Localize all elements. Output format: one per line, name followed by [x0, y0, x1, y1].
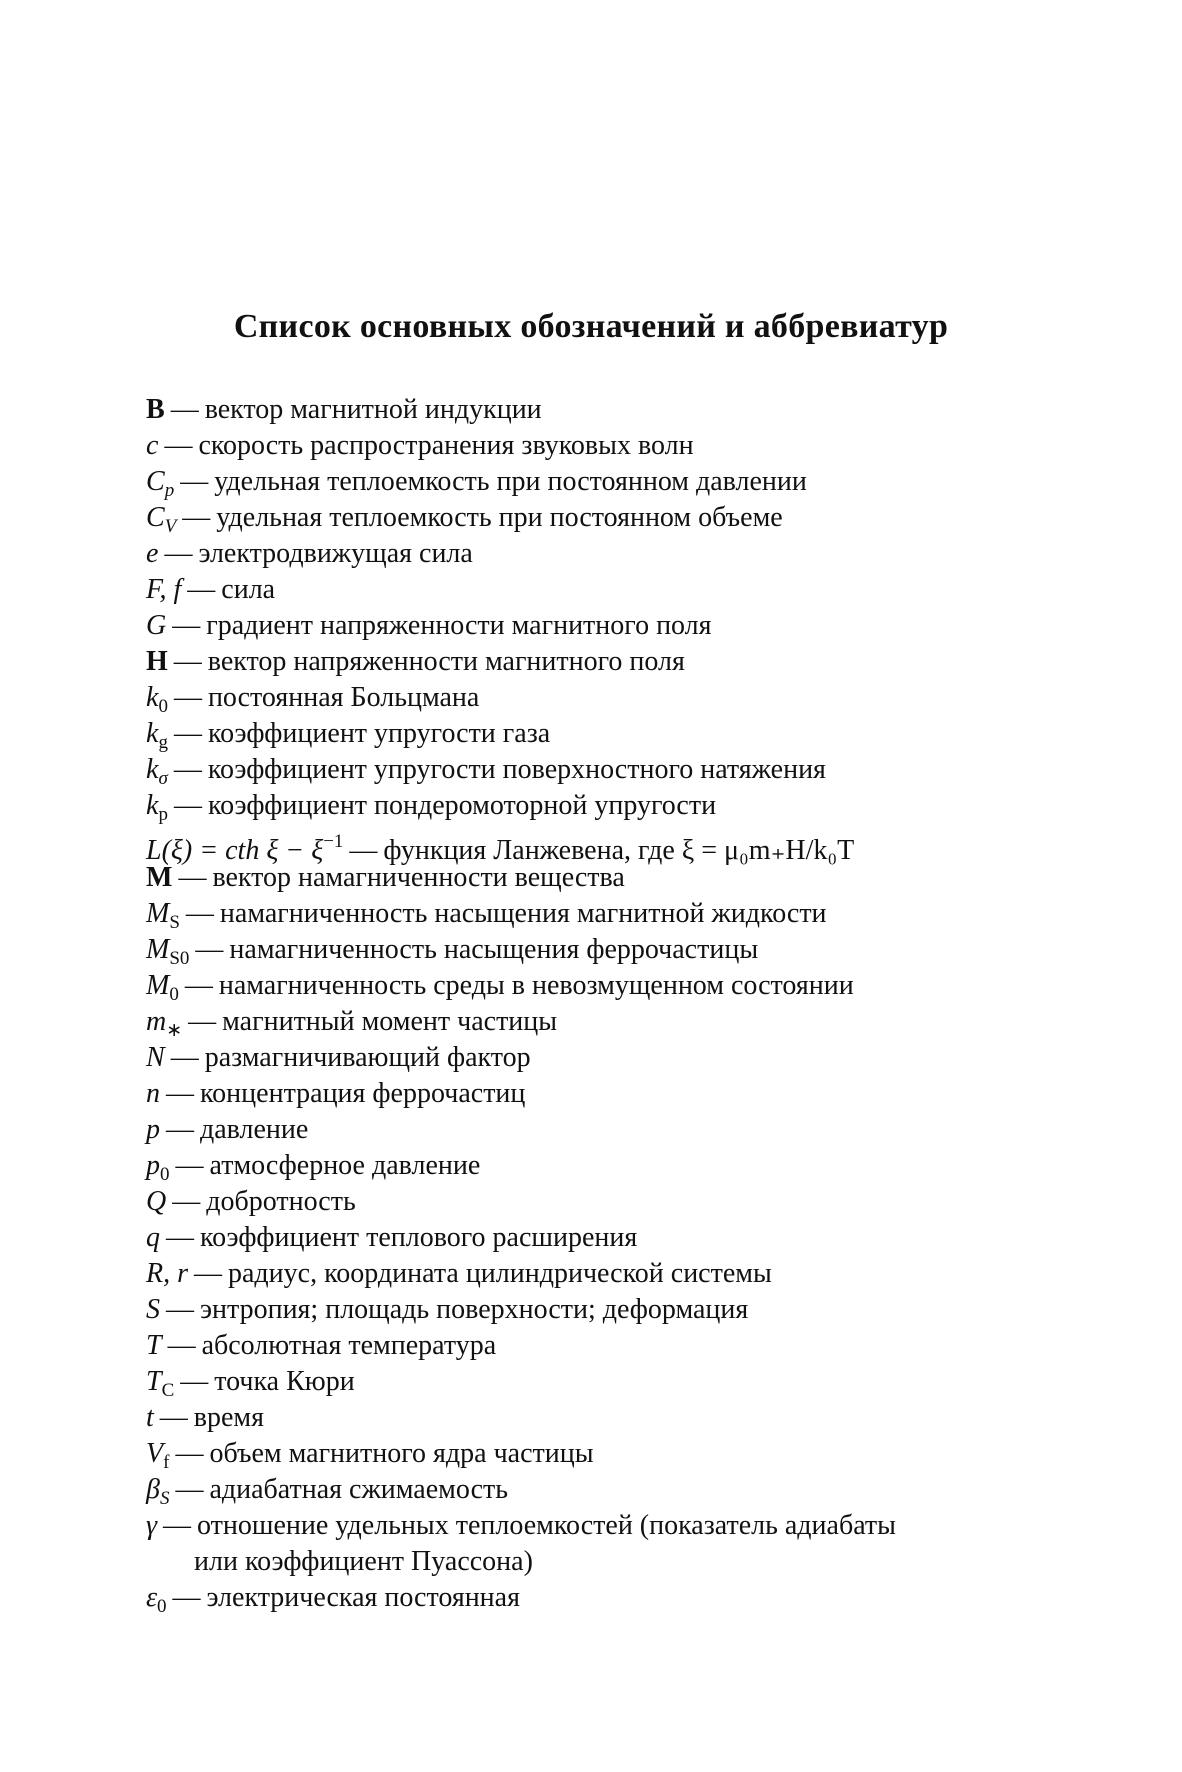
notation-description: коэффициент теплового расширения: [200, 1222, 638, 1253]
em-dash: —: [159, 1402, 188, 1433]
notation-symbol: [146, 538, 158, 569]
notation-symbol: [146, 1258, 188, 1289]
notation-symbol: [146, 1114, 160, 1145]
notation-description: градиент напряженности магнитного поля: [206, 610, 712, 641]
list-item: [146, 1364, 1046, 1400]
list-item: [146, 788, 1046, 824]
notation-description: электродвижущая сила: [198, 538, 473, 569]
em-dash: —: [166, 1294, 194, 1325]
em-dash: —: [173, 682, 202, 713]
notation-description: концентрация феррочастиц: [200, 1078, 526, 1109]
notation-description: коэффициент упругости поверхностного натяжения: [207, 754, 826, 785]
list-item: [146, 428, 1046, 464]
notation-description: время: [193, 1402, 265, 1433]
symbol-base: t: [146, 1402, 154, 1433]
symbol-subscript: S: [159, 1488, 170, 1509]
symbol-base: N: [146, 1042, 165, 1073]
notation-symbol: [146, 754, 168, 789]
em-dash: —: [172, 1186, 201, 1217]
symbol-base: B: [146, 394, 165, 425]
em-dash: —: [167, 1330, 196, 1361]
list-item: [146, 680, 1046, 716]
symbol-subscript: f: [163, 1452, 170, 1473]
notation-description: вектор магнитной индукции: [204, 394, 542, 425]
list-item: [146, 716, 1046, 752]
notation-description: абсолютная температура: [201, 1330, 497, 1361]
symbol-subscript: 0: [169, 984, 179, 1005]
symbol-subscript: 0: [157, 1596, 167, 1617]
notation-description: намагниченность среды в невозмущенном состоянии: [218, 970, 854, 1001]
list-item: [146, 1472, 1046, 1508]
symbol-base: q: [146, 1222, 160, 1253]
notation-description: размагничивающий фактор: [204, 1042, 531, 1073]
notation-symbol: [146, 1006, 183, 1041]
em-dash: —: [175, 1474, 204, 1505]
list-item: [146, 464, 1046, 500]
em-dash: —: [349, 835, 378, 866]
symbol-subscript: ∗: [166, 1020, 183, 1041]
list-item: [146, 1184, 1046, 1220]
symbol-base: p: [146, 1150, 160, 1181]
list-item: [146, 1256, 1046, 1292]
symbol-base: p: [146, 1114, 160, 1145]
em-dash: —: [173, 790, 202, 821]
symbol-base: β: [146, 1474, 160, 1505]
symbol-base: R, r: [146, 1258, 188, 1289]
symbol-base: S: [146, 1294, 160, 1325]
symbol-subscript: V: [164, 516, 177, 537]
notation-description: удельная теплоемкость при постоянном объеме: [216, 502, 783, 533]
symbol-base: G: [146, 610, 167, 641]
notation-symbol: [146, 394, 165, 425]
symbol-subscript: p: [158, 804, 168, 825]
em-dash: —: [178, 862, 207, 893]
list-item: [146, 1508, 1046, 1580]
notation-description: вектор намагниченности вещества: [212, 862, 625, 893]
em-dash: —: [173, 754, 202, 785]
notation-description: адиабатная сжимаемость: [209, 1474, 509, 1505]
symbol-base: L(ξ) = cth ξ − ξ: [146, 835, 324, 866]
notation-symbol: [146, 1078, 160, 1109]
page-title: Список основных обозначений и аббревиатур: [233, 308, 949, 345]
em-dash: —: [173, 718, 202, 749]
symbol-base: Q: [146, 1186, 167, 1217]
list-item: [146, 860, 1046, 896]
notation-symbol: [146, 1438, 170, 1473]
symbol-base: C: [146, 502, 165, 533]
em-dash: —: [172, 1582, 201, 1613]
notation-symbol: [146, 466, 175, 501]
symbol-subscript: g: [158, 732, 168, 753]
em-dash: —: [172, 610, 201, 641]
symbol-base: n: [146, 1078, 160, 1109]
symbol-base: F, f: [146, 574, 182, 605]
list-item: [146, 1076, 1046, 1112]
symbol-base: γ: [146, 1510, 158, 1541]
notation-description: функция Ланжевена, где ξ = μ₀m₊H/k₀T: [383, 835, 855, 866]
notation-symbol: [146, 574, 181, 605]
list-item: [146, 1436, 1046, 1472]
symbol-base: T: [146, 1366, 162, 1397]
symbol-subscript: 0: [160, 1164, 170, 1185]
notation-description: радиус, координата цилиндрической системы: [228, 1258, 772, 1289]
notation-symbol: [146, 1582, 167, 1617]
notation-description: давление: [200, 1114, 309, 1145]
symbol-base: H: [146, 646, 168, 677]
symbol-base: M: [146, 862, 173, 893]
symbol-base: C: [146, 466, 165, 497]
em-dash: —: [184, 970, 213, 1001]
list-item: [146, 1292, 1046, 1328]
notation-symbol: [146, 430, 158, 461]
notation-symbol: [146, 1150, 170, 1185]
notation-description: сила: [221, 574, 276, 605]
notation-description: атмосферное давление: [209, 1150, 481, 1181]
list-item: [146, 1328, 1046, 1364]
em-dash: —: [182, 502, 211, 533]
notation-symbol: [146, 1186, 166, 1217]
notation-list: [146, 392, 1046, 1616]
list-item: [146, 1112, 1046, 1148]
em-dash: —: [194, 1258, 222, 1289]
notation-symbol: [146, 1222, 160, 1253]
notation-description: коэффициент упругости газа: [207, 718, 551, 749]
list-item: [146, 500, 1046, 536]
symbol-superscript: −1: [323, 831, 344, 852]
em-dash: —: [164, 430, 193, 461]
list-item: [146, 572, 1046, 608]
notation-description: коэффициент пондеромоторной упругости: [207, 790, 717, 821]
em-dash: —: [180, 1366, 209, 1397]
em-dash: —: [173, 646, 202, 677]
em-dash: —: [166, 1114, 194, 1145]
notation-description: намагниченность насыщения магнитной жидкости: [219, 898, 827, 929]
notation-description: намагниченность насыщения феррочастицы: [229, 934, 759, 965]
symbol-base: k: [146, 790, 159, 821]
list-item: [146, 1400, 1046, 1436]
symbol-base: e: [146, 538, 159, 569]
symbol-base: k: [146, 682, 159, 713]
notation-description: энтропия; площадь поверхности; деформация: [200, 1294, 749, 1325]
notation-description: скорость распространения звуковых волн: [198, 430, 694, 461]
notation-symbol: [146, 934, 190, 969]
symbol-base: c: [146, 430, 159, 461]
list-item: [146, 896, 1046, 932]
notation-description-continued: или коэффициент Пуассона): [194, 1546, 533, 1577]
notation-symbol: [146, 1402, 154, 1433]
em-dash: —: [166, 1078, 194, 1109]
em-dash: —: [170, 1042, 199, 1073]
symbol-base: ε: [146, 1582, 158, 1613]
symbol-subscript: p: [164, 480, 175, 501]
notation-symbol: [146, 1294, 160, 1325]
symbol-base: k: [146, 754, 159, 785]
list-item: [146, 608, 1046, 644]
notation-description: электрическая постоянная: [206, 1582, 520, 1613]
em-dash: —: [175, 1150, 204, 1181]
notation-description: постоянная Больцмана: [207, 682, 480, 713]
notation-symbol: [146, 1366, 175, 1401]
em-dash: —: [180, 466, 209, 497]
symbol-base: k: [146, 718, 159, 749]
list-item: [146, 752, 1046, 788]
notation-symbol: [146, 718, 168, 753]
list-item: [146, 1220, 1046, 1256]
notation-symbol: [146, 1510, 157, 1541]
symbol-base: m: [146, 1006, 167, 1037]
symbol-base: M: [146, 970, 170, 1001]
symbol-subscript: σ: [158, 768, 168, 789]
list-item: [146, 644, 1046, 680]
list-item: [146, 1040, 1046, 1076]
symbol-base: T: [146, 1330, 162, 1361]
list-item: [146, 932, 1046, 968]
em-dash: —: [164, 538, 193, 569]
notation-symbol: [146, 682, 168, 717]
notation-description: удельная теплоемкость при постоянном давлении: [214, 466, 807, 497]
symbol-subscript: S: [169, 912, 180, 933]
em-dash: —: [195, 934, 224, 965]
notation-symbol: [146, 610, 166, 641]
notation-symbol: [146, 1474, 170, 1509]
em-dash: —: [170, 394, 199, 425]
notation-symbol: [146, 790, 168, 825]
em-dash: —: [185, 898, 214, 929]
symbol-base: M: [146, 898, 170, 929]
notation-symbol: [146, 1330, 162, 1361]
notation-symbol: [146, 898, 180, 933]
em-dash: —: [166, 1222, 194, 1253]
em-dash: —: [188, 1006, 217, 1037]
notation-description: вектор напряженности магнитного поля: [207, 646, 685, 677]
notation-symbol: [146, 862, 172, 893]
notation-symbol: [146, 1042, 165, 1073]
em-dash: —: [175, 1438, 204, 1469]
notation-description: добротность: [206, 1186, 356, 1217]
list-item: [146, 536, 1046, 572]
symbol-subscript: 0: [158, 696, 168, 717]
notation-symbol: [146, 502, 177, 537]
notation-symbol: [146, 646, 168, 677]
notation-description: магнитный момент частицы: [222, 1006, 558, 1037]
symbol-subscript: C: [161, 1380, 175, 1401]
list-item: [146, 968, 1046, 1004]
list-item: [146, 1580, 1046, 1616]
em-dash: —: [163, 1510, 192, 1541]
symbol-base: M: [146, 934, 170, 965]
list-item: [146, 824, 1046, 866]
list-item: [146, 1148, 1046, 1184]
notation-description: объем магнитного ядра частицы: [209, 1438, 594, 1469]
notation-description: отношение удельных теплоемкостей (показатель адиабаты: [197, 1510, 896, 1541]
symbol-base: V: [146, 1438, 164, 1469]
symbol-subscript: S0: [169, 948, 190, 969]
notation-description: точка Кюри: [214, 1366, 355, 1397]
list-item: [146, 1004, 1046, 1040]
list-item: [146, 392, 1046, 428]
notation-symbol: [146, 970, 179, 1005]
em-dash: —: [187, 574, 216, 605]
